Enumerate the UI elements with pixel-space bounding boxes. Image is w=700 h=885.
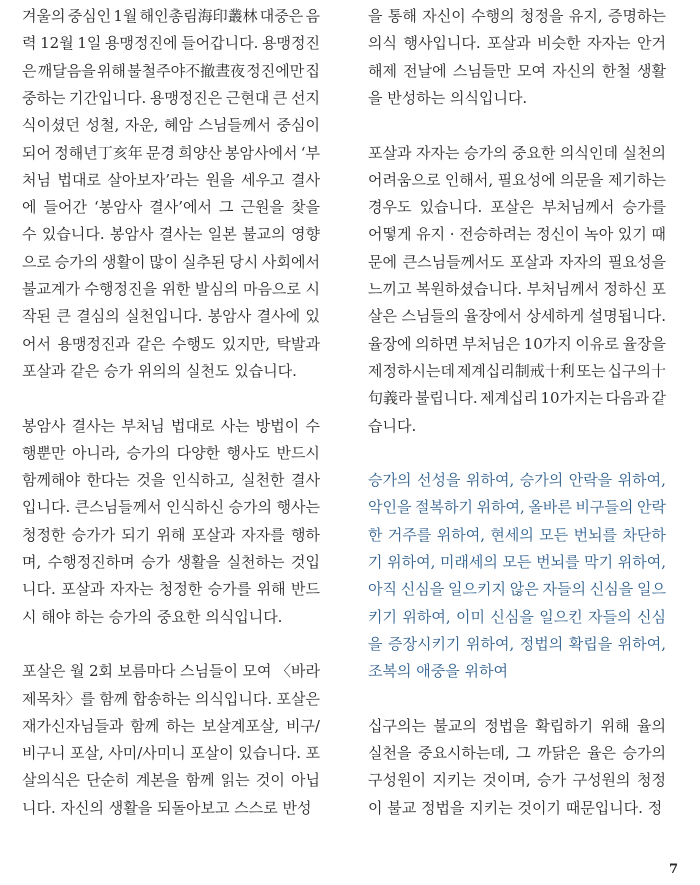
text-line: 함께해야 한다는 것을 인식하고, 실천한 결사 bbox=[22, 471, 320, 490]
text-line: 십구의는 불교의 정법을 확립하기 위해 율의 bbox=[368, 716, 666, 735]
text-line: 句義라 불립니다. 제계십리 10가지는 다음과 같 bbox=[368, 389, 666, 408]
text-line: 을 증장시키기 위하여, 정법의 확립을 위하여, bbox=[368, 634, 666, 653]
text-line: 어서 용맹정진과 같은 수행도 있지만, 탁발과 bbox=[22, 334, 320, 353]
text-line: 을 통해 자신이 수행의 청정을 유지, 증명하는 bbox=[368, 7, 666, 25]
text-line: 어떻게 유지 · 전승하려는 정신이 녹아 있기 때 bbox=[368, 225, 666, 244]
text-line: 을 반성하는 의식입니다. bbox=[368, 88, 528, 107]
text-line: 중하는 기간입니다. 용맹정진은 근현대 큰 선지 bbox=[22, 88, 320, 107]
text-line: 은 깨달음을 위해 불철주야不撤晝夜 정진에만 집 bbox=[22, 61, 320, 80]
page-number: 7 bbox=[668, 862, 678, 877]
text-line: 악인을 절복하기 위하여, 올바른 비구들의 안락 bbox=[368, 498, 666, 517]
text-line: 느끼고 복원하셨습니다. 부처님께서 정하신 포 bbox=[368, 280, 666, 298]
text-line: 어려움으로 인해서, 필요성에 의문을 제기하는 bbox=[368, 170, 666, 189]
text-line: 식이셨던 성철, 자운, 혜암 스님들께서 중심이 bbox=[22, 116, 320, 135]
text-line: 불교계가 수행정진을 위한 발심의 마음으로 시 bbox=[22, 280, 320, 298]
text-line: 력 12월 1일 용맹정진에 들어갑니다. 용맹정진 bbox=[22, 34, 320, 53]
text-line: 율장에 의하면 부처님은 10가지 이유로 율장을 bbox=[368, 334, 666, 353]
text-line: 경우도 있습니다. 포살은 부처님께서 승가를 bbox=[368, 198, 666, 217]
text-line: 되어 정해년丁亥年 문경 희양산 봉암사에서 ‘부 bbox=[22, 143, 320, 162]
text-line: 문에 큰스님들께서도 포살과 자자의 필요성을 bbox=[368, 252, 666, 271]
text-line: 한 거주를 위하여, 현세의 모든 번뇌를 차단하 bbox=[368, 525, 666, 544]
text-line: 겨울의 중심인 1월 해인총림海印叢林 대중은 음 bbox=[22, 7, 320, 25]
text-line: 제정하시는데 제계십리制戒十利 또는 십구의十 bbox=[368, 361, 666, 380]
text-line: 에 들어간 ‘봉암사 결사’에서 그 근원을 찾을 bbox=[22, 198, 320, 217]
text-line: 작된 큰 결심의 실천입니다. 봉암사 결사에 있 bbox=[22, 307, 320, 326]
text-line: 승가의 선성을 위하여, 승가의 안락을 위하여, bbox=[368, 471, 666, 490]
text-line: 포살과 자자는 승가의 중요한 의식인데 실천의 bbox=[368, 143, 666, 162]
text-line: 기 위하여, 미래세의 모든 번뇌를 막기 위하여, bbox=[368, 553, 666, 571]
text-line: 재가신자님들과 함께 하는 보살계포살, 비구/ bbox=[22, 716, 320, 735]
text-line: 며, 수행정진하며 승가 생활을 실천하는 것입 bbox=[22, 553, 320, 571]
text-line: 의식 행사입니다. 포살과 비슷한 자자는 안거 bbox=[368, 34, 666, 53]
text-line: 봉암사 결사는 부처님 법대로 사는 방법이 수 bbox=[22, 416, 320, 435]
text-line: 입니다. 큰스님들께서 인식하신 승가의 행사는 bbox=[22, 498, 320, 517]
text-line: 제목차〉를 함께 합송하는 의식입니다. 포살은 bbox=[22, 689, 320, 708]
text-line: 해제 전날에 스님들만 모여 자신의 한철 생활 bbox=[368, 61, 666, 80]
text-line: 이 불교 정법을 지키는 것이기 때문입니다. 정 bbox=[368, 798, 663, 817]
text-line: 행뿐만 아니라, 승가의 다양한 행사도 반드시 bbox=[22, 443, 320, 462]
text-line: 살은 스님들의 율장에서 상세하게 설명됩니다. bbox=[368, 307, 666, 326]
text-line: 포살은 월 2회 보름마다 스님들이 모여 〈바라 bbox=[22, 662, 320, 681]
text-line: 비구니 포살, 사미/사미니 포살이 있습니다. 포 bbox=[22, 744, 320, 763]
text-line: 조복의 애중을 위하여 bbox=[368, 662, 508, 681]
text-line: 살의식은 단순히 계본을 함께 읽는 것이 아닙 bbox=[22, 771, 320, 790]
text-line: 으로 승가의 생활이 많이 실추된 당시 사회에서 bbox=[22, 252, 320, 271]
text-line: 실천을 중요시하는데, 그 까닭은 율은 승가의 bbox=[368, 744, 666, 763]
text-line: 포살과 같은 승가 위의의 실천도 있습니다. bbox=[22, 361, 297, 380]
text-line: 습니다. bbox=[368, 416, 417, 435]
text-line: 시 해야 하는 승가의 중요한 의식입니다. bbox=[22, 607, 283, 626]
text-line: 니다. 포살과 자자는 청정한 승가를 위해 반드 bbox=[22, 580, 320, 599]
text-line: 처님 법대로 살아보자’라는 원을 세우고 결사 bbox=[22, 170, 320, 189]
text-line: 아직 신심을 일으키지 않은 자들의 신심을 일으 bbox=[368, 580, 666, 599]
text-line: 수 있습니다. 봉암사 결사는 일본 불교의 영향 bbox=[22, 225, 320, 244]
text-line: 구성원이 지키는 것이며, 승가 구성원의 청정 bbox=[368, 771, 666, 790]
text-line: 니다. 자신의 생활을 되돌아보고 스스로 반성 bbox=[22, 798, 312, 817]
text-line: 키기 위하여, 이미 신심을 일으킨 자들의 신심 bbox=[368, 607, 666, 626]
text-line: 청정한 승가가 되기 위해 포살과 자자를 행하 bbox=[22, 525, 320, 544]
